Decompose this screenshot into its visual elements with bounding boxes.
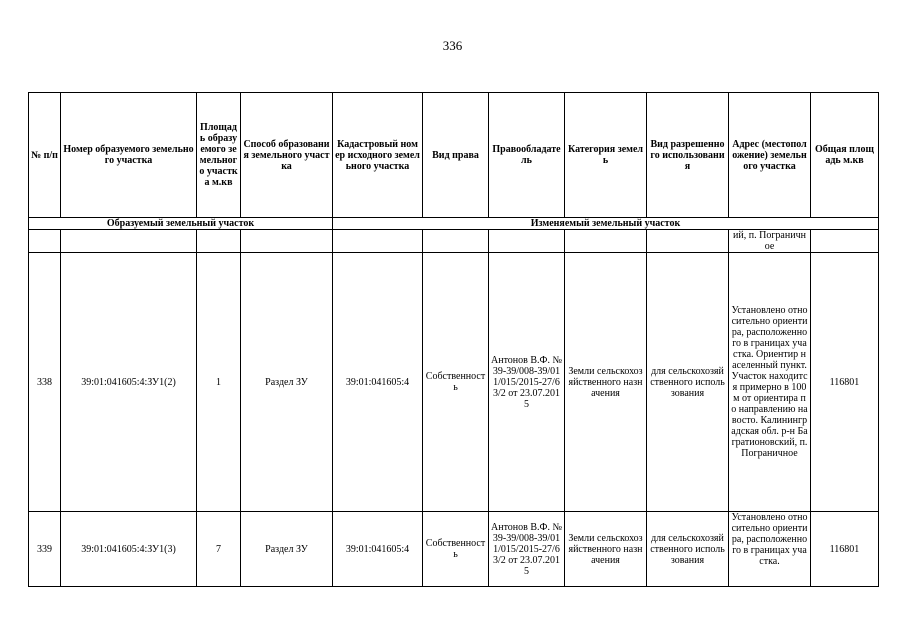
header-holder: Правообладатель <box>489 93 565 218</box>
row-method: Раздел ЗУ <box>241 512 333 587</box>
continuation-row <box>29 230 879 253</box>
row-num: 339 <box>29 512 61 587</box>
row-address: Установлено относительно ориентира, расположенного в границах участка. <box>729 512 811 587</box>
row-holder: Антонов В.Ф. № 39-39/008-39/011/015/2015-27/63/2 от 23.07.2015 <box>489 512 565 587</box>
land-plot-table <box>28 92 879 587</box>
row-plot-number: 39:01:041605:4:ЗУ1(2) <box>61 253 197 512</box>
page-number: 336 <box>442 38 463 53</box>
row-permitted-use: для сельскохозяйственного использования <box>647 253 729 512</box>
row-cadastral: 39:01:041605:4 <box>333 512 423 587</box>
section-row <box>29 218 879 230</box>
continuation-address: ий, п. Пограничное <box>729 230 811 253</box>
header-address: Адрес (местоположение) земельного участка <box>729 93 811 218</box>
section-formed: Образуемый земельный участок <box>29 218 333 230</box>
row-total-area: 116801 <box>811 253 879 512</box>
table-row <box>29 512 879 587</box>
row-holder: Антонов В.Ф. № 39-39/008-39/011/015/2015-27/63/2 от 23.07.2015 <box>489 253 565 512</box>
row-address: Установлено относительно ориентира, расположенного в границах участка. Ориентир населенный пункт. Участок находится примерно в 100 м от ориентира по направлению на восто. Калининградская обл. р-н Багратионовский, п. Пограничное <box>729 253 811 512</box>
row-right-type: Собственность <box>423 253 489 512</box>
header-row <box>29 93 879 218</box>
header-category: Категория земель <box>565 93 647 218</box>
header-area: Площадь образуемого земельного участка м.кв <box>197 93 241 218</box>
header-total-area: Общая площадь м.кв <box>811 93 879 218</box>
row-plot-number: 39:01:041605:4:ЗУ1(3) <box>61 512 197 587</box>
section-changed: Изменяемый земельный участок <box>333 218 879 230</box>
table-row <box>29 253 879 512</box>
header-permitted-use: Вид разрешенного использования <box>647 93 729 218</box>
row-area: 7 <box>197 512 241 587</box>
header-plot-number: Номер образуемого земельного участка <box>61 93 197 218</box>
row-right-type: Собственность <box>423 512 489 587</box>
row-num: 338 <box>29 253 61 512</box>
header-method: Способ образования земельного участка <box>241 93 333 218</box>
row-area: 1 <box>197 253 241 512</box>
header-right-type: Вид права <box>423 93 489 218</box>
row-permitted-use: для сельскохозяйственного использования <box>647 512 729 587</box>
row-category: Земли сельскохозяйственного назначения <box>565 253 647 512</box>
row-category: Земли сельскохозяйственного назначения <box>565 512 647 587</box>
header-cadastral: Кадастровый номер исходного земельного участка <box>333 93 423 218</box>
row-method: Раздел ЗУ <box>241 253 333 512</box>
header-num: № п/п <box>29 93 61 218</box>
row-cadastral: 39:01:041605:4 <box>333 253 423 512</box>
row-total-area: 116801 <box>811 512 879 587</box>
